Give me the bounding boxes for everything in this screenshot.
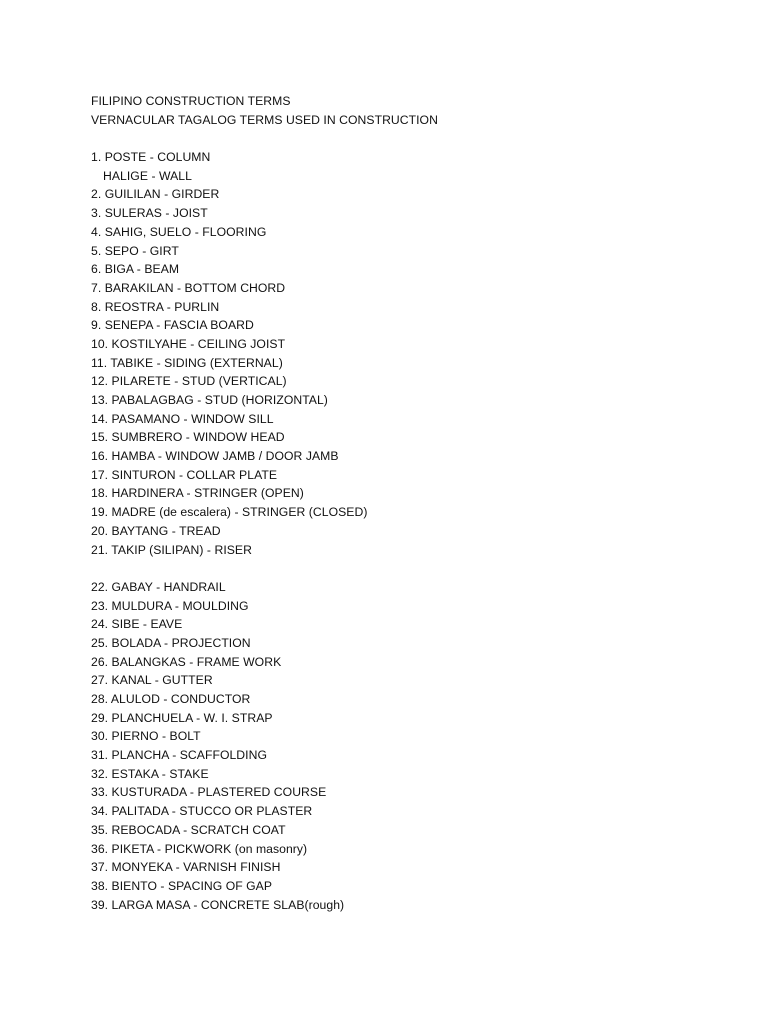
spacer — [91, 559, 711, 578]
term-item: 29. PLANCHUELA - W. I. STRAP — [91, 710, 273, 725]
term-item: 15. SUMBRERO - WINDOW HEAD — [91, 430, 285, 445]
term-item: 23. MULDURA - MOULDING — [91, 598, 249, 613]
term-item: 9. SENEPA - FASCIA BOARD — [91, 318, 254, 333]
term-item: 21. TAKIP (SILIPAN) - RISER — [91, 542, 252, 557]
term-item: 37. MONYEKA - VARNISH FINISH — [91, 860, 281, 875]
term-item: 32. ESTAKA - STAKE — [91, 766, 209, 781]
spacer — [91, 129, 711, 148]
term-item: 24. SIBE - EAVE — [91, 617, 183, 632]
term-item: 22. GABAY - HANDRAIL — [91, 579, 226, 594]
term-item: 18. HARDINERA - STRINGER (OPEN) — [91, 486, 304, 501]
term-item: 25. BOLADA - PROJECTION — [91, 635, 251, 650]
term-item: 8. REOSTRA - PURLIN — [91, 299, 220, 314]
term-item: 26. BALANGKAS - FRAME WORK — [91, 654, 282, 669]
term-item: 7. BARAKILAN - BOTTOM CHORD — [91, 280, 286, 295]
term-item: 16. HAMBA - WINDOW JAMB / DOOR JAMB — [91, 449, 339, 464]
term-item: 6. BIGA - BEAM — [91, 262, 180, 277]
term-item: 2. GUILILAN - GIRDER — [91, 187, 220, 202]
term-item: 3. SULERAS - JOIST — [91, 206, 208, 221]
document-body — [91, 92, 711, 914]
term-item: 31. PLANCHA - SCAFFOLDING — [91, 748, 267, 763]
term-item: 10. KOSTILYAHE - CEILING JOIST — [91, 336, 286, 351]
document-subtitle: VERNACULAR TAGALOG TERMS USED IN CONSTRUCTION — [91, 112, 438, 127]
term-item: 33. KUSTURADA - PLASTERED COURSE — [91, 785, 327, 800]
term-item: 34. PALITADA - STUCCO OR PLASTER — [91, 804, 313, 819]
term-item: 13. PABALAGBAG - STUD (HORIZONTAL) — [91, 393, 328, 407]
term-item: 27. KANAL - GUTTER — [91, 673, 213, 688]
document-title: FILIPINO CONSTRUCTION TERMS — [91, 94, 291, 108]
term-item: 19. MADRE (de escalera) - STRINGER (CLOSED) — [91, 505, 368, 520]
term-item: 12. PILARETE - STUD (VERTICAL) — [91, 374, 287, 389]
term-item: 39. LARGA MASA - CONCRETE SLAB(rough) — [91, 897, 345, 912]
term-item: 30. PIERNO - BOLT — [91, 729, 201, 744]
term-item: 5. SEPO - GIRT — [91, 243, 179, 258]
term-item: 4. SAHIG, SUELO - FLOORING — [91, 224, 267, 239]
term-item: 35. REBOCADA - SCRATCH COAT — [91, 822, 286, 837]
term-item: 28. ALULOD - CONDUCTOR — [91, 692, 251, 706]
terms-list-part-1 — [91, 148, 711, 559]
term-item: 38. BIENTO - SPACING OF GAP — [91, 878, 273, 893]
term-item: 20. BAYTANG - TREAD — [91, 523, 221, 538]
term-item: 1. POSTE - COLUMN — [91, 150, 211, 165]
term-item: 11. TABIKE - SIDING (EXTERNAL) — [91, 355, 283, 370]
terms-list-part-2 — [91, 578, 711, 914]
term-item: 14. PASAMANO - WINDOW SILL — [91, 411, 274, 426]
term-item: HALIGE - WALL — [103, 168, 192, 183]
term-item: 17. SINTURON - COLLAR PLATE — [91, 467, 278, 482]
term-item: 36. PIKETA - PICKWORK (on masonry) — [91, 841, 308, 856]
